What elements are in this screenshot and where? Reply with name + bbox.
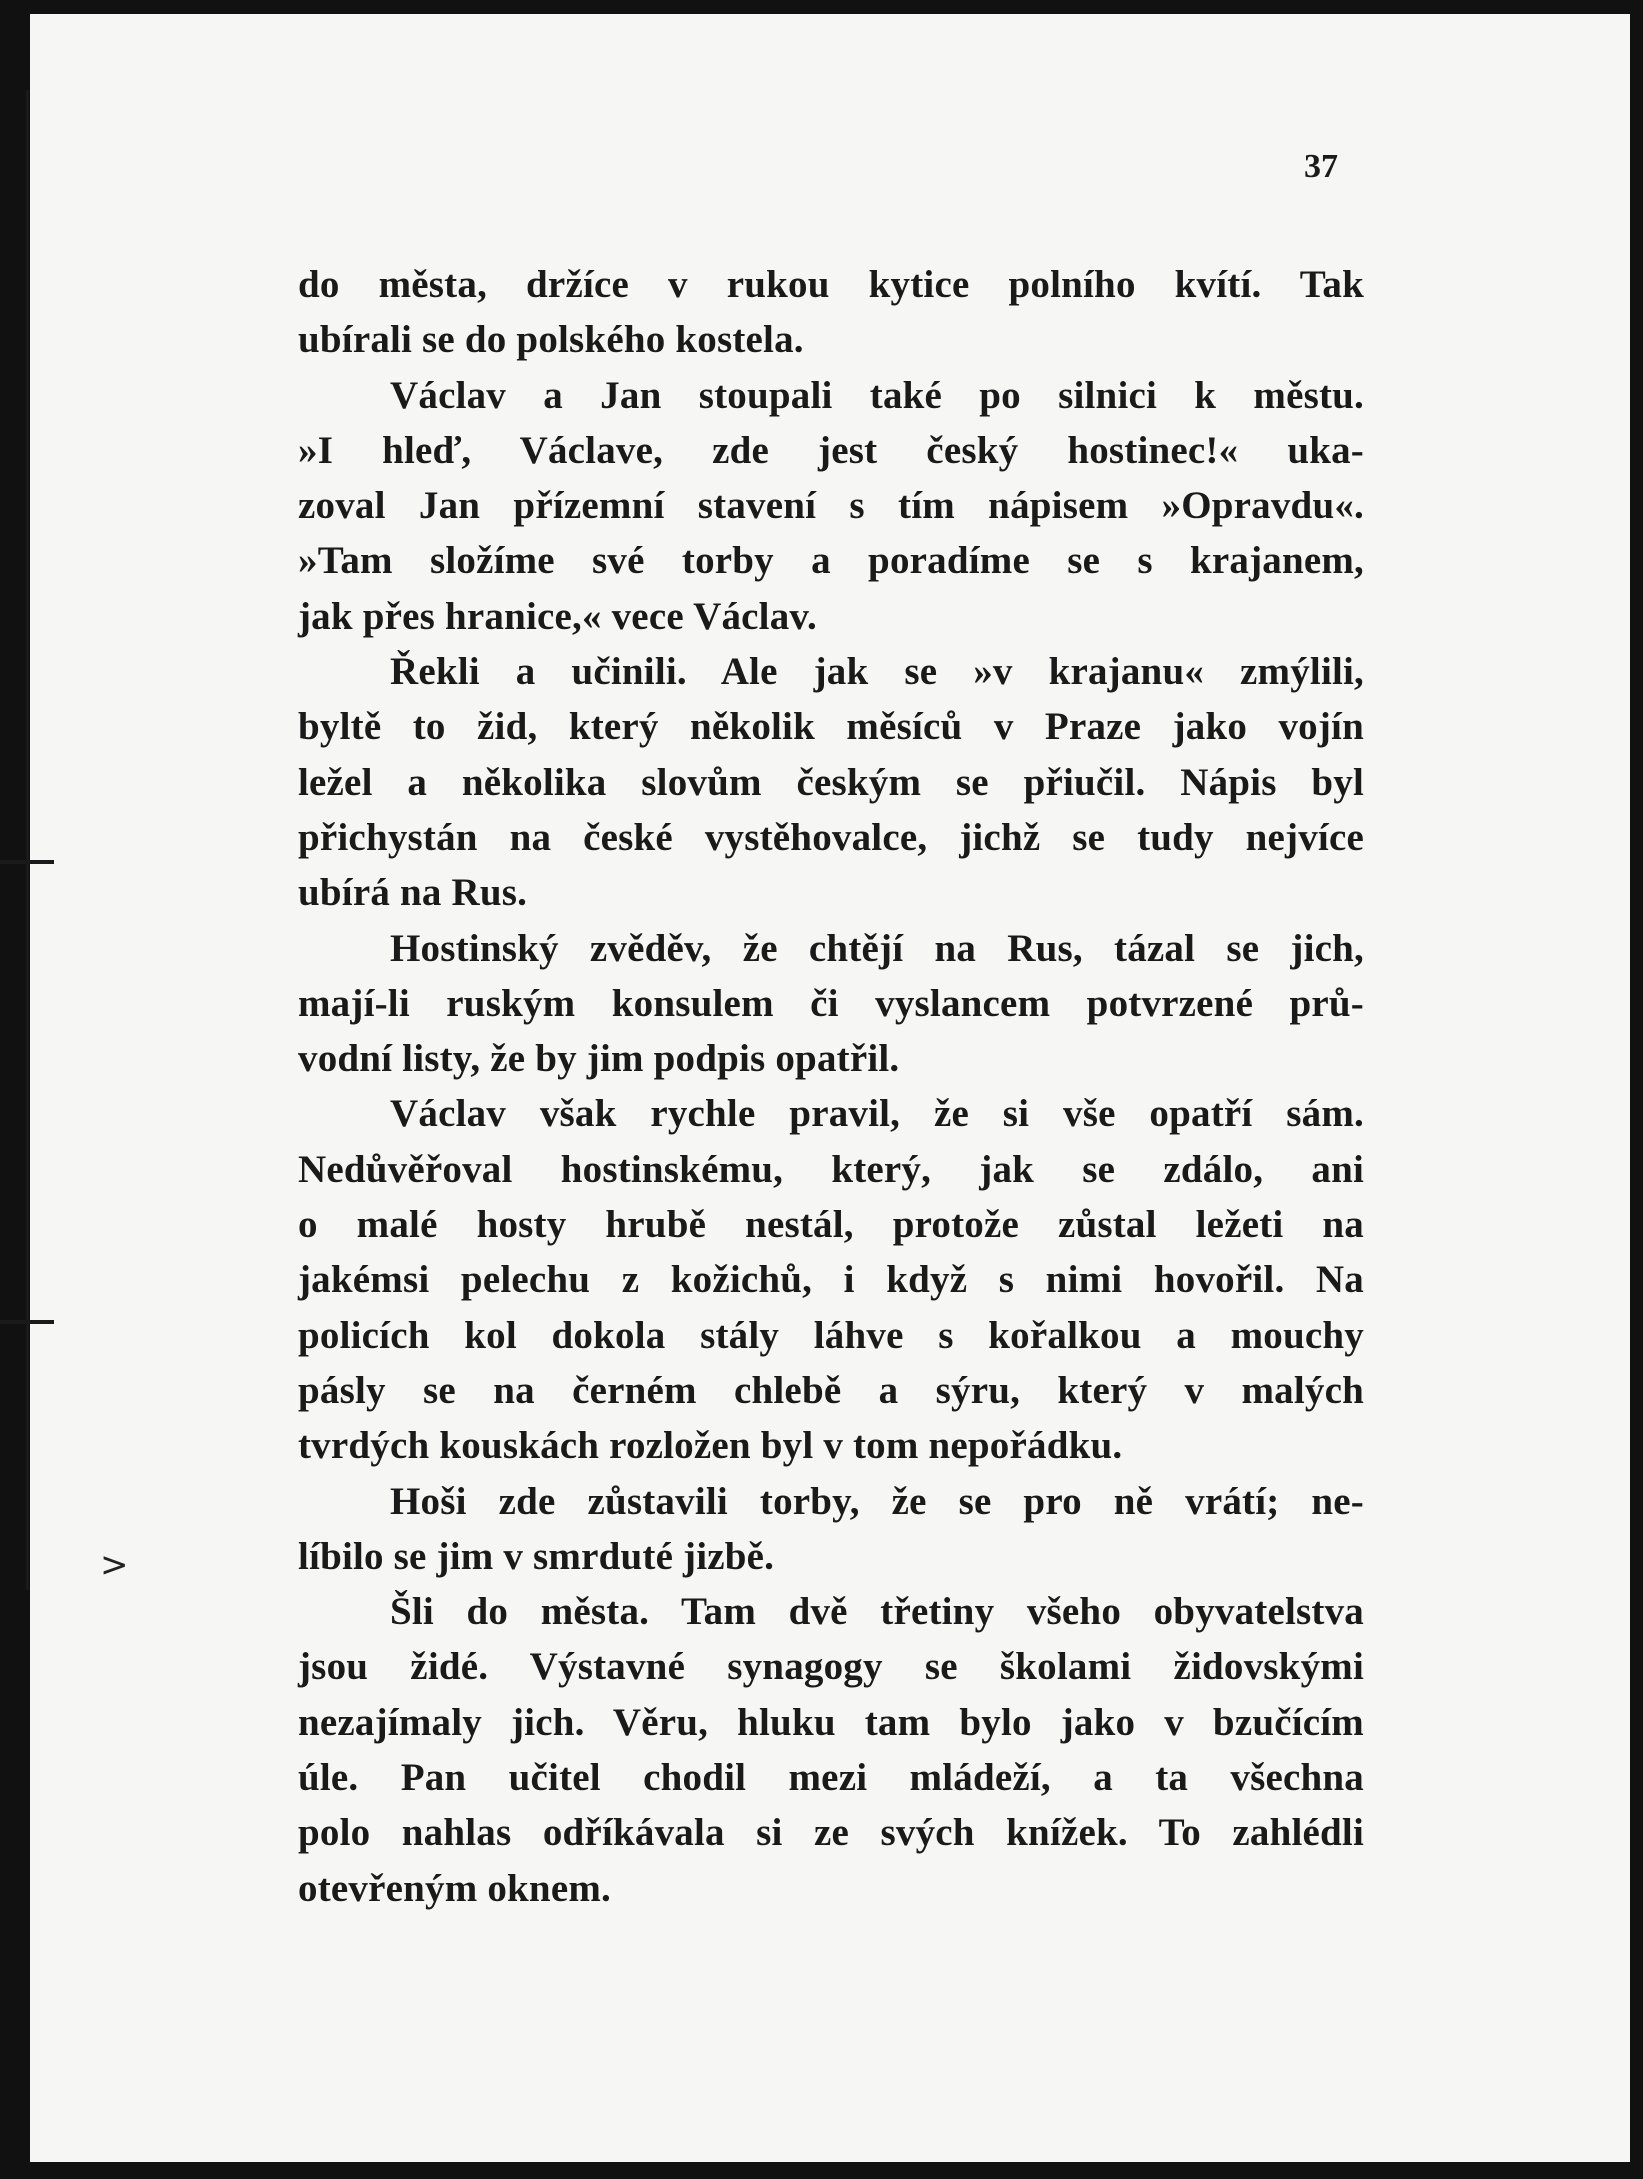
text-line: Šli do města. Tam dvě třetiny všeho obyvatelstva xyxy=(390,1590,1364,1634)
text-line: líbilo se jim v smrduté jizbě. xyxy=(298,1534,775,1578)
paragraph xyxy=(298,368,1364,644)
text-line: »I hleď, Václave, zde jest český hostinec!« uka- xyxy=(298,428,1364,472)
text-line: tvrdých kouskách rozložen byl v tom nepořádku. xyxy=(298,1424,1123,1468)
text-line: Václav však rychle pravil, že si vše opatří sám. xyxy=(390,1092,1364,1136)
binding-tick-mark xyxy=(0,1320,54,1324)
text-line: jak přes hranice,« vece Václav. xyxy=(298,594,817,638)
binding-line xyxy=(26,90,29,1590)
body-text xyxy=(298,257,1364,1916)
text-line: zoval Jan přízemní stavení s tím nápisem »Opravdu«. xyxy=(298,484,1364,528)
text-line: pásly se na černém chlebě a sýru, který v malých xyxy=(298,1368,1364,1412)
text-line: Řekli a učinili. Ale jak se »v krajanu« zmýlili, xyxy=(390,650,1364,694)
paragraph xyxy=(298,1474,1364,1585)
text-line: ubírali se do polského kostela. xyxy=(298,318,804,362)
text-line: nezajímaly jich. Věru, hluku tam bylo jako v bzučícím xyxy=(298,1700,1364,1744)
paragraph xyxy=(298,644,1364,920)
text-line: byltě to žid, který několik měsíců v Praze jako vojín xyxy=(298,705,1364,749)
text-line: vodní listy, že by jim podpis opatřil. xyxy=(298,1037,900,1081)
text-line: Václav a Jan stoupali také po silnici k městu. xyxy=(390,373,1364,417)
book-page xyxy=(30,14,1630,2162)
paragraph xyxy=(298,921,1364,1087)
text-line: jakémsi pelechu z kožichů, i když s nimi hovořil. Na xyxy=(298,1258,1364,1302)
text-line: otevřeným oknem. xyxy=(298,1866,611,1910)
text-line: »Tam složíme své torby a poradíme se s krajanem, xyxy=(298,539,1364,583)
text-line: ubírá na Rus. xyxy=(298,871,528,915)
page-number: 37 xyxy=(1304,148,1338,185)
text-line: Nedůvěřoval hostinskému, který, jak se zdálo, ani xyxy=(298,1147,1364,1191)
text-line: přichystán na české vystěhovalce, jichž se tudy nejvíce xyxy=(298,815,1364,859)
text-line: polo nahlas odříkávala si ze svých knížek. To zahlédli xyxy=(298,1811,1364,1855)
text-line: do města, držíce v rukou kytice polního kvítí. Tak xyxy=(298,263,1364,306)
text-line: policích kol dokola stály láhve s kořalkou a mouchy xyxy=(298,1313,1364,1357)
text-line: mají-li ruským konsulem či vyslancem potvrzené prů- xyxy=(298,981,1364,1025)
paragraph xyxy=(298,1584,1364,1916)
text-line: jsou židé. Výstavné synagogy se školami židovskými xyxy=(298,1645,1364,1689)
text-line: ležel a několika slovům českým se přiučil. Nápis byl xyxy=(298,760,1364,804)
text-line: o malé hosty hrubě nestál, protože zůstal ležeti na xyxy=(298,1203,1364,1247)
text-line: úle. Pan učitel chodil mezi mládeží, a ta všechna xyxy=(298,1756,1364,1800)
paragraph xyxy=(298,1086,1364,1473)
text-line: Hoši zde zůstavili torby, že se pro ně vrátí; ne- xyxy=(390,1479,1364,1523)
text-line: Hostinský zvěděv, že chtějí na Rus, tázal se jich, xyxy=(390,926,1364,970)
binding-tick-mark xyxy=(0,860,54,864)
margin-mark: > xyxy=(100,1545,129,1585)
paragraph xyxy=(298,257,1364,368)
